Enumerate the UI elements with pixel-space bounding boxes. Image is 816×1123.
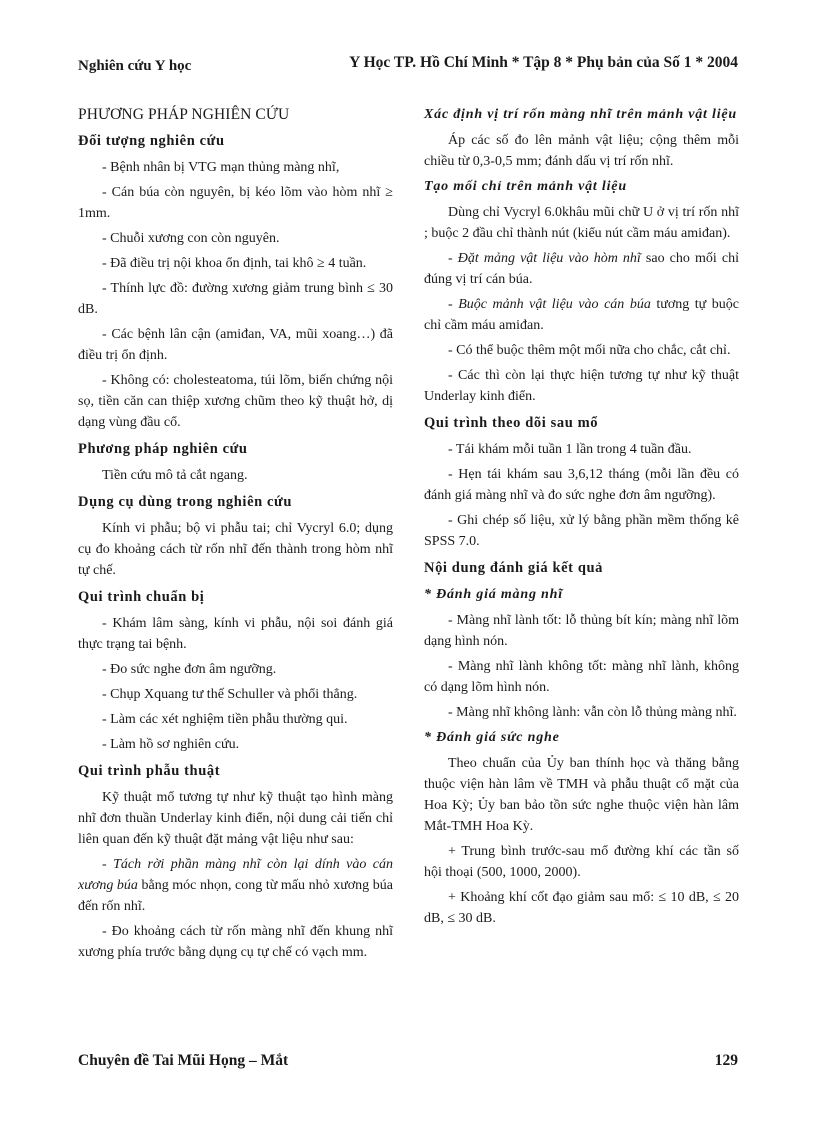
footer-topic: Chuyên đề Tai Mũi Họng – Mắt bbox=[78, 1052, 289, 1069]
paragraph: Theo chuẩn của Ủy ban thính học và thăng bằng thuộc viện hàn lâm về TMH và phẫu thuật cổ mặt của Hoa Kỳ; Ủy ban bảo tồn sức nghe thuộc viện hàn lâm Mắt-TMH Hoa Kỳ. bbox=[424, 756, 739, 834]
emphasis: - Đặt mảng vật liệu vào hòm nhĩ bbox=[448, 251, 641, 266]
heading-evaluation: Nội dung đánh giá kết quả bbox=[424, 560, 603, 576]
journal-citation: Y Học TP. Hồ Chí Minh * Tập 8 * Phụ bản của Số 1 * 2004 bbox=[349, 54, 738, 71]
heading-locate-umbo: Xác định vị trí rốn màng nhĩ trên mảnh vật liệu bbox=[424, 107, 737, 122]
list-item: - Khám lâm sàng, kính vi phẫu, nội soi đánh giá thực trạng tai bệnh. bbox=[78, 616, 393, 652]
journal-section-label: Nghiên cứu Y học bbox=[78, 58, 192, 74]
list-item: - Màng nhĩ lành không tốt: màng nhĩ lành, không có dạng lõm hình nón. bbox=[424, 659, 739, 695]
list-item: - Đo sức nghe đơn âm ngưỡng. bbox=[102, 662, 277, 677]
list-item: - Đo khoảng cách từ rốn màng nhĩ đến khung nhĩ xương phía trước bằng dụng cụ tự chế có vạch mm. bbox=[78, 924, 393, 960]
list-item: - Có thể buộc thêm một mối nữa cho chắc, cắt chỉ. bbox=[448, 343, 731, 358]
list-item bbox=[78, 854, 393, 917]
heading-preparation: Qui trình chuẩn bị bbox=[78, 589, 205, 605]
list-item: - Tái khám mỗi tuần 1 lần trong 4 tuần đầu. bbox=[448, 442, 692, 457]
list-item: - Các thì còn lại thực hiện tương tự như kỹ thuật Underlay kinh điển. bbox=[424, 368, 739, 404]
list-item: - Màng nhĩ lành tốt: lỗ thủng bít kín; màng nhĩ lõm dạng hình nón. bbox=[424, 613, 739, 649]
list-item: - Thính lực đồ: đường xương giảm trung bình ≤ 30 dB. bbox=[78, 281, 393, 317]
list-item: - Màng nhĩ không lành: vẫn còn lỗ thủng màng nhĩ. bbox=[448, 705, 737, 720]
heading-surgery: Qui trình phẫu thuật bbox=[78, 763, 221, 779]
section-title: PHƯƠNG PHÁP NGHIÊN CỨU bbox=[78, 106, 290, 123]
list-item: - Bệnh nhân bị VTG mạn thủng màng nhĩ, bbox=[102, 160, 340, 175]
emphasis: - Buộc mảnh vật liệu vào cán búa bbox=[448, 297, 651, 312]
list-item: - Làm các xét nghiệm tiền phẫu thường qui. bbox=[102, 712, 348, 727]
heading-instruments: Dụng cụ dùng trong nghiên cứu bbox=[78, 494, 292, 510]
list-item: + Trung bình trước-sau mổ đường khí các tần số hội thoại (500, 1000, 2000). bbox=[424, 844, 739, 880]
paragraph: Tiền cứu mô tả cắt ngang. bbox=[102, 468, 248, 483]
list-item: - Không có: cholesteatoma, túi lõm, biến chứng nội sọ, tiền căn can thiệp xương chũm theo kỹ thuật hở, dị dạng vùng đầu cổ. bbox=[78, 373, 393, 430]
paragraph: Dùng chỉ Vycryl 6.0khâu mũi chữ U ở vị trí rốn nhĩ ; buộc 2 đầu chỉ thành nút (kiểu nút cầm máu amiđan). bbox=[424, 205, 739, 241]
list-item bbox=[424, 248, 739, 290]
text: sao cho mối chỉ đúng vị trí cán búa. bbox=[424, 251, 739, 287]
heading-study-subjects: Đối tượng nghiên cứu bbox=[78, 133, 225, 149]
list-item: - Chụp Xquang tư thế Schuller và phổi thẳng. bbox=[102, 687, 358, 702]
list-item: - Đã điều trị nội khoa ổn định, tai khô ≥ 4 tuần. bbox=[102, 256, 367, 271]
list-item: - Làm hồ sơ nghiên cứu. bbox=[102, 737, 240, 752]
heading-suture: Tạo mối chỉ trên mảnh vật liệu bbox=[424, 179, 627, 194]
text: tương tự buộc chỉ cầm máu amiđan. bbox=[424, 297, 740, 333]
paragraph: Áp các số đo lên mảnh vật liệu; cộng thêm mỗi chiều từ 0,3-0,5 mm; đánh dấu vị trí rốn nhĩ. bbox=[424, 133, 739, 169]
heading-eardrum-eval: * Đánh giá màng nhĩ bbox=[424, 587, 563, 602]
list-item: - Các bệnh lân cận (amiđan, VA, mũi xoang…) đã điều trị ổn định. bbox=[78, 327, 393, 363]
emphasis: - Tách rời phần màng nhĩ còn lại dính vào cán xương búa bbox=[78, 857, 393, 893]
text: bằng móc nhọn, cong từ mấu nhỏ xương búa đến rốn nhĩ. bbox=[78, 878, 393, 914]
right-column bbox=[424, 100, 739, 933]
list-item bbox=[424, 294, 739, 336]
list-item: - Cán búa còn nguyên, bị kéo lõm vào hòm nhĩ ≥ 1mm. bbox=[78, 185, 393, 221]
paragraph: Kỹ thuật mổ tương tự như kỹ thuật tạo hình màng nhĩ đơn thuần Underlay kinh điển, nội dung cải tiến chỉ liên quan đến kỹ thuật đặt mảng vật liệu như sau: bbox=[78, 790, 393, 847]
heading-study-method: Phương pháp nghiên cứu bbox=[78, 441, 248, 457]
list-item: - Chuỗi xương con còn nguyên. bbox=[102, 231, 280, 246]
heading-hearing-eval: * Đánh giá sức nghe bbox=[424, 730, 560, 745]
list-item: + Khoảng khí cốt đạo giảm sau mổ: ≤ 10 dB, ≤ 20 dB, ≤ 30 dB. bbox=[424, 890, 739, 926]
list-item: - Hẹn tái khám sau 3,6,12 tháng (mỗi lần đều có đánh giá màng nhĩ và đo sức nghe đơn âm ngưỡng). bbox=[424, 467, 739, 503]
page-number: 129 bbox=[714, 1052, 738, 1069]
left-column bbox=[78, 100, 393, 967]
list-item: - Ghi chép số liệu, xử lý bằng phần mềm thống kê SPSS 7.0. bbox=[424, 513, 739, 549]
heading-followup: Qui trình theo dõi sau mổ bbox=[424, 415, 599, 431]
paragraph: Kính vi phẫu; bộ vi phẫu tai; chỉ Vycryl 6.0; dụng cụ đo khoảng cách từ rốn nhĩ đến thành trong hòm nhĩ tự chế. bbox=[78, 521, 393, 578]
